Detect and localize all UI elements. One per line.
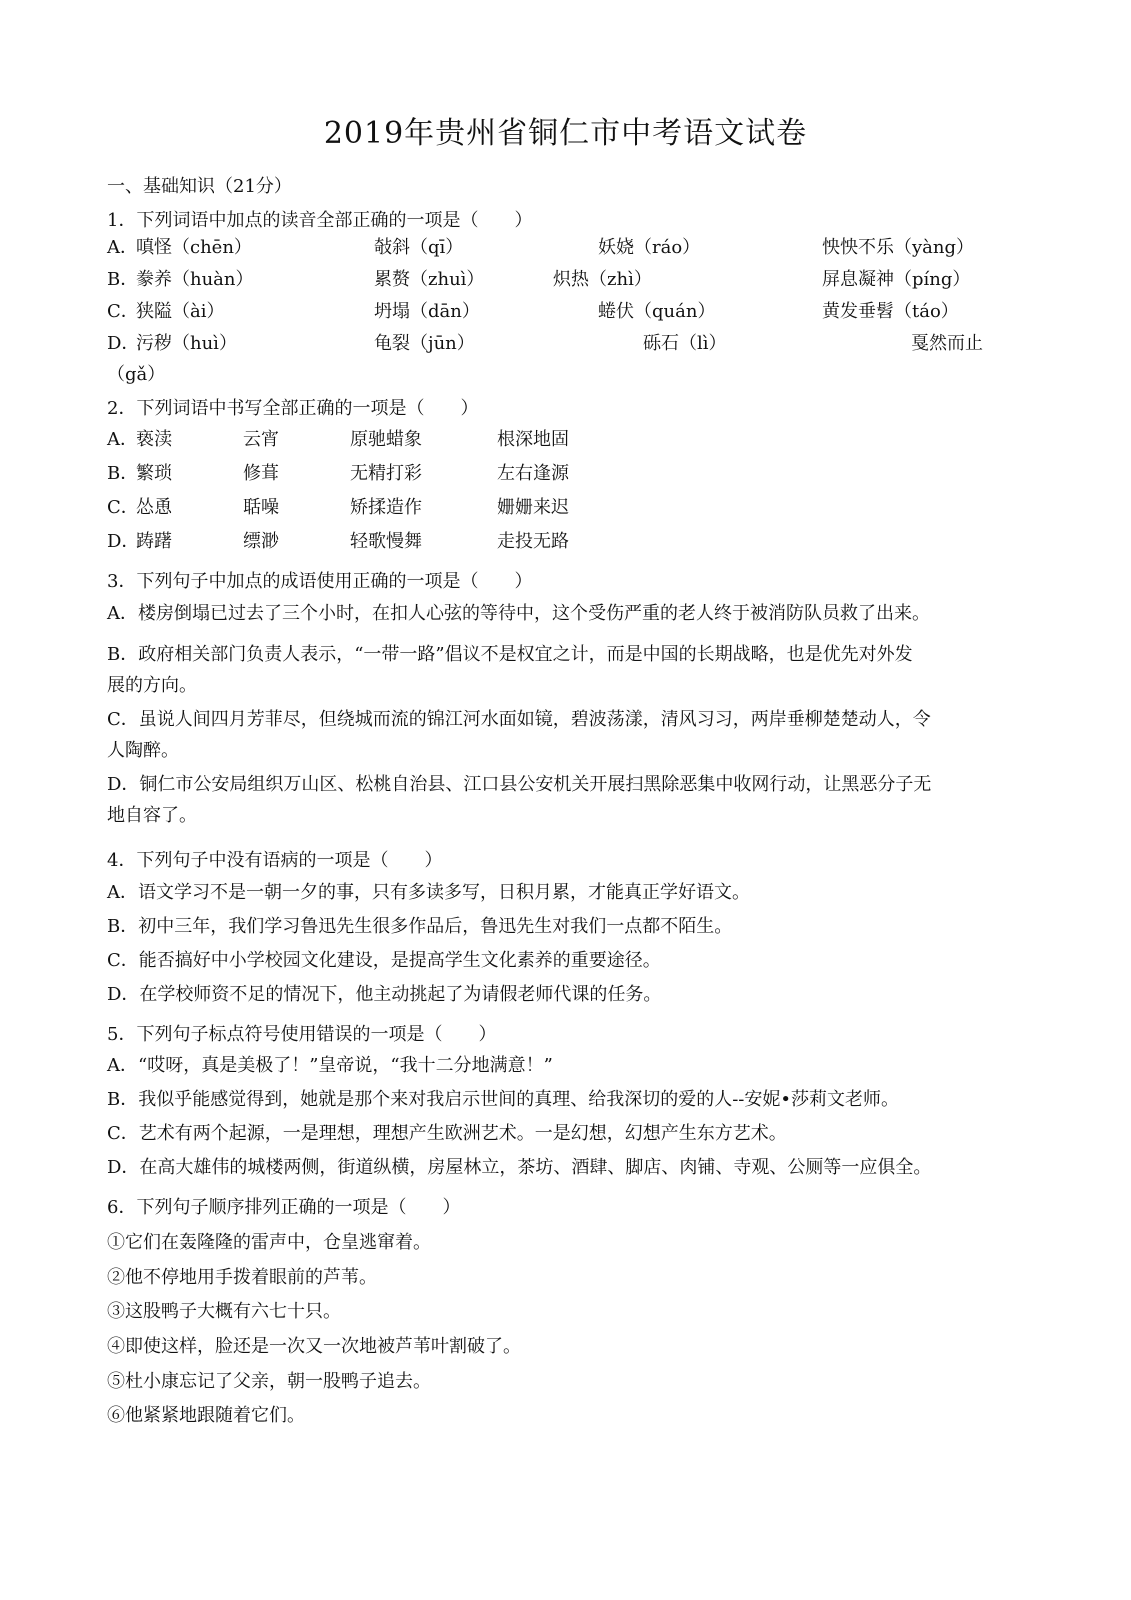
q1-option-b-c4: 屏息凝神（píng） [822,269,971,290]
q1-option-a-c3: 妖娆（ráo） [598,237,701,258]
q2-option-b-c2: 修葺 [243,463,279,484]
q1-option-b-c1: 豢养（huàn） [136,269,254,290]
q2-option-d-c2: 缥渺 [243,531,279,552]
q3-option-d-line1: D．铜仁市公安局组织万山区、松桃自治县、江口县公安机关开展扫黑除恶集中收网行动，让黑恶分子无 [107,774,932,795]
q4-option-d: D．在学校师资不足的情况下，他主动挑起了为请假老师代课的任务。 [107,984,662,1005]
q2-option-c-label: C． [107,497,139,518]
q1-option-c-label: C． [107,301,139,322]
q6-sentence-2: ②他不停地用手拨着眼前的芦苇。 [107,1267,377,1288]
q2-option-c-c4: 姗姗来迟 [497,497,569,518]
q2-option-c-c1: 怂恿 [136,497,172,518]
q4-option-c: C．能否搞好中小学校园文化建设，是提高学生文化素养的重要途径。 [107,950,661,971]
q1-option-a-c4: 怏怏不乐（yàng） [822,237,975,258]
question-2-stem: 2．下列词语中书写全部正确的一项是（ ） [107,398,479,419]
q1-option-d-c1: 污秽（huì） [136,333,237,354]
q2-option-b-label: B． [107,463,139,484]
q2-option-a-c3: 原驰蜡象 [350,429,422,450]
q2-option-a-c4: 根深地固 [497,429,569,450]
q3-option-c-line1: C．虽说人间四月芳菲尽，但绕城而流的锦江河水面如镜，碧波荡漾，清风习习，两岸垂柳楚楚动人，令 [107,709,931,730]
question-3-stem: 3．下列句子中加点的成语使用正确的一项是（ ） [107,571,533,592]
q2-option-a-label: A． [107,429,138,450]
section-heading: 一、基础知识（21分） [107,176,292,197]
q1-option-d-label: D． [107,333,140,354]
q2-option-d-c3: 轻歌慢舞 [350,531,422,552]
q1-option-c-c4: 黄发垂髫（táo） [822,301,959,322]
question-5-stem: 5．下列句子标点符号使用错误的一项是（ ） [107,1024,497,1045]
question-1-stem: 1．下列词语中加点的读音全部正确的一项是（ ） [107,210,533,231]
q2-option-d-c4: 走投无路 [497,531,569,552]
q1-option-a-label: A． [107,237,138,258]
q4-option-b: B．初中三年，我们学习鲁迅先生很多作品后，鲁迅先生对我们一点都不陌生。 [107,916,733,937]
q1-option-d-c2: 龟裂（jūn） [374,333,475,354]
q1-option-d-c4: 戛然而止 [911,333,983,354]
q2-option-b-c4: 左右逢源 [497,463,569,484]
q5-option-b: B．我似乎能感觉得到，她就是那个来对我启示世间的真理、给我深切的爱的人--安妮•莎莉文老师。 [107,1089,900,1110]
q5-option-d: D．在高大雄伟的城楼两侧，街道纵横，房屋林立，茶坊、酒肆、脚店、肉铺、寺观、公厕等一应俱全。 [107,1157,932,1178]
q2-option-b-c1: 繁琐 [136,463,172,484]
q6-sentence-6: ⑥他紧紧地跟随着它们。 [107,1405,305,1426]
q3-option-b-line2: 展的方向。 [107,675,197,696]
q1-option-c-c1: 狭隘（ài） [136,301,225,322]
q2-option-d-c1: 踌躇 [136,531,172,552]
q6-sentence-5: ⑤杜小康忘记了父亲，朝一股鸭子追去。 [107,1371,431,1392]
q6-sentence-1: ①它们在轰隆隆的雷声中，仓皇逃窜着。 [107,1232,431,1253]
page-title: 2019年贵州省铜仁市中考语文试卷 [323,116,808,151]
q4-option-a: A．语文学习不是一朝一夕的事，只有多读多写，日积月累，才能真正学好语文。 [107,882,750,903]
q1-option-d-c4-pinyin: （gǎ） [107,364,166,385]
q2-option-c-c3: 矫揉造作 [350,497,422,518]
question-6-stem: 6．下列句子顺序排列正确的一项是（ ） [107,1197,461,1218]
q2-option-a-c2: 云宵 [243,429,279,450]
q3-option-a: A．楼房倒塌已过去了三个小时，在扣人心弦的等待中，这个受伤严重的老人终于被消防队员救了出来。 [107,603,930,624]
q3-option-b-line1: B．政府相关部门负责人表示，“一带一路”倡议不是权宜之计，而是中国的长期战略，也是优先对外发 [107,644,913,665]
q1-option-c-c2: 坍塌（dān） [374,301,480,322]
q6-sentence-3: ③这股鸭子大概有六七十只。 [107,1301,341,1322]
q1-option-b-c3: 炽热（zhì） [553,269,652,290]
q1-option-b-c2: 累赘（zhuì） [374,269,485,290]
q1-option-d-c3: 砾石（lì） [643,333,727,354]
q2-option-d-label: D． [107,531,140,552]
q2-option-b-c3: 无精打彩 [350,463,422,484]
question-4-stem: 4．下列句子中没有语病的一项是（ ） [107,850,443,871]
q1-option-a-c1: 嗔怪（chēn） [136,237,252,258]
q5-option-c: C．艺术有两个起源，一是理想，理想产生欧洲艺术。一是幻想，幻想产生东方艺术。 [107,1123,787,1144]
q3-option-d-line2: 地自容了。 [107,805,197,826]
q1-option-a-c2: 敧斜（qī） [374,237,464,258]
q2-option-c-c2: 聒噪 [243,497,279,518]
q1-option-c-c3: 蜷伏（quán） [598,301,716,322]
q6-sentence-4: ④即使这样，脸还是一次又一次地被芦苇叶割破了。 [107,1336,521,1357]
q2-option-a-c1: 亵渎 [136,429,172,450]
q3-option-c-line2: 人陶醉。 [107,740,179,761]
q1-option-b-label: B． [107,269,139,290]
q5-option-a: A．“哎呀，真是美极了！”皇帝说，“我十二分地满意！” [107,1055,553,1076]
